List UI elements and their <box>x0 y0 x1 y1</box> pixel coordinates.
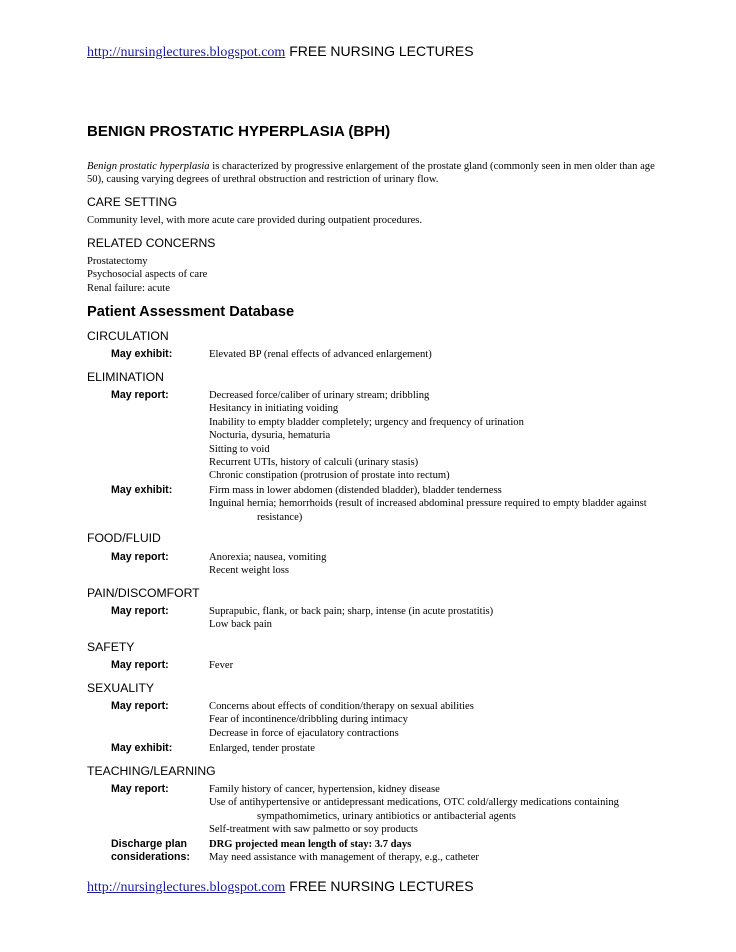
list-item: Nocturia, dysuria, hematuria <box>209 430 331 442</box>
intro-paragraph <box>87 160 657 187</box>
related-heading: RELATED CONCERNS <box>87 236 216 250</box>
drg-stay: DRG projected mean length of stay: 3.7 days <box>209 839 412 850</box>
care-setting-text: Community level, with more acute care provided during outpatient procedures. <box>87 215 423 226</box>
teaching-heading: TEACHING/LEARNING <box>87 764 216 778</box>
list-item: May need assistance with management of therapy, e.g., catheter <box>209 852 479 864</box>
page-title: BENIGN PROSTATIC HYPERPLASIA (BPH) <box>87 123 391 140</box>
intro-text: is characterized by progressive enlargement of the prostate gland (commonly seen in men older than age 50), causing varying degrees of urethral obstruction and restriction of urinary flow. <box>87 161 655 186</box>
list-item: Enlarged, tender prostate <box>209 743 315 754</box>
footer-label: FREE NURSING LECTURES <box>289 878 474 894</box>
sexuality-exhibit <box>209 742 659 755</box>
list-item: Elevated BP (renal effects of advanced enlargement) <box>209 349 432 360</box>
list-item: Recent weight loss <box>209 565 290 577</box>
list-item: Hesitancy in initiating voiding <box>209 403 339 415</box>
list-item: Sitting to void <box>209 443 270 455</box>
list-item: Decreased force/caliber of urinary stream; dribbling <box>209 390 430 401</box>
discharge-label-line: Discharge plan <box>111 838 187 850</box>
circulation-exhibit <box>209 348 659 361</box>
sexuality-exhibit-label: May exhibit: <box>111 742 173 754</box>
pain-heading: PAIN/DISCOMFORT <box>87 586 200 600</box>
pain-report <box>209 605 659 632</box>
related-item: Prostatectomy <box>87 256 148 267</box>
list-item: Use of antihypertensive or antidepressant medications, OTC cold/allergy medications containing <box>209 797 619 809</box>
list-item: Low back pain <box>209 619 272 631</box>
footer-link[interactable]: http://nursinglectures.blogspot.com <box>87 880 286 895</box>
elimination-report-label: May report: <box>111 389 169 401</box>
related-item: Psychosocial aspects of care <box>87 269 208 281</box>
elimination-heading: ELIMINATION <box>87 370 164 384</box>
teaching-report <box>209 783 659 837</box>
database-heading: Patient Assessment Database <box>87 304 295 320</box>
list-item: Concerns about effects of condition/therapy on sexual abilities <box>209 701 474 712</box>
safety-heading: SAFETY <box>87 640 135 654</box>
elimination-exhibit <box>209 484 659 524</box>
food-report-label: May report: <box>111 551 169 563</box>
page-header <box>87 43 474 61</box>
list-item: Inability to empty bladder completely; urgency and frequency of urination <box>209 416 524 428</box>
related-list <box>87 255 657 295</box>
safety-report-label: May report: <box>111 659 169 671</box>
header-label: FREE NURSING LECTURES <box>289 43 474 59</box>
sexuality-heading: SEXUALITY <box>87 681 155 695</box>
list-item: resistance) <box>257 511 303 523</box>
circulation-heading: CIRCULATION <box>87 329 169 343</box>
list-item: Recurrent UTIs, history of calculi (urinary stasis) <box>209 457 419 469</box>
safety-report <box>209 659 659 672</box>
circulation-exhibit-label: May exhibit: <box>111 348 173 360</box>
discharge-label <box>111 838 190 865</box>
list-item: sympathomimetics, urinary antibiotics or antibacterial agents <box>257 810 516 822</box>
elimination-exhibit-label: May exhibit: <box>111 484 173 496</box>
sexuality-report <box>209 700 659 740</box>
list-item: Self-treatment with saw palmetto or soy products <box>209 824 418 836</box>
list-item: Family history of cancer, hypertension, kidney disease <box>209 784 440 795</box>
list-item: Inguinal hernia; hemorrhoids (result of increased abdominal pressure required to empty bladder against <box>209 498 647 510</box>
list-item: Suprapubic, flank, or back pain; sharp, intense (in acute prostatitis) <box>209 606 494 617</box>
header-link[interactable]: http://nursinglectures.blogspot.com <box>87 45 286 60</box>
care-setting-heading: CARE SETTING <box>87 195 178 209</box>
list-item: Firm mass in lower abdomen (distended bladder), bladder tenderness <box>209 485 502 496</box>
list-item: Fear of incontinence/dribbling during intimacy <box>209 714 408 726</box>
discharge-label-line: considerations: <box>111 851 190 864</box>
list-item: Chronic constipation (protrusion of prostate into rectum) <box>209 470 450 482</box>
list-item: Anorexia; nausea, vomiting <box>209 552 327 563</box>
intro-term: Benign prostatic hyperplasia <box>87 161 210 172</box>
food-report <box>209 551 659 578</box>
discharge-text <box>209 838 659 865</box>
sexuality-report-label: May report: <box>111 700 169 712</box>
page-footer <box>87 878 474 896</box>
pain-report-label: May report: <box>111 605 169 617</box>
teaching-report-label: May report: <box>111 783 169 795</box>
related-item: Renal failure: acute <box>87 282 170 294</box>
food-heading: FOOD/FLUID <box>87 531 161 545</box>
list-item: Fever <box>209 660 234 671</box>
elimination-report <box>209 389 659 483</box>
list-item: Decrease in force of ejaculatory contractions <box>209 727 399 739</box>
